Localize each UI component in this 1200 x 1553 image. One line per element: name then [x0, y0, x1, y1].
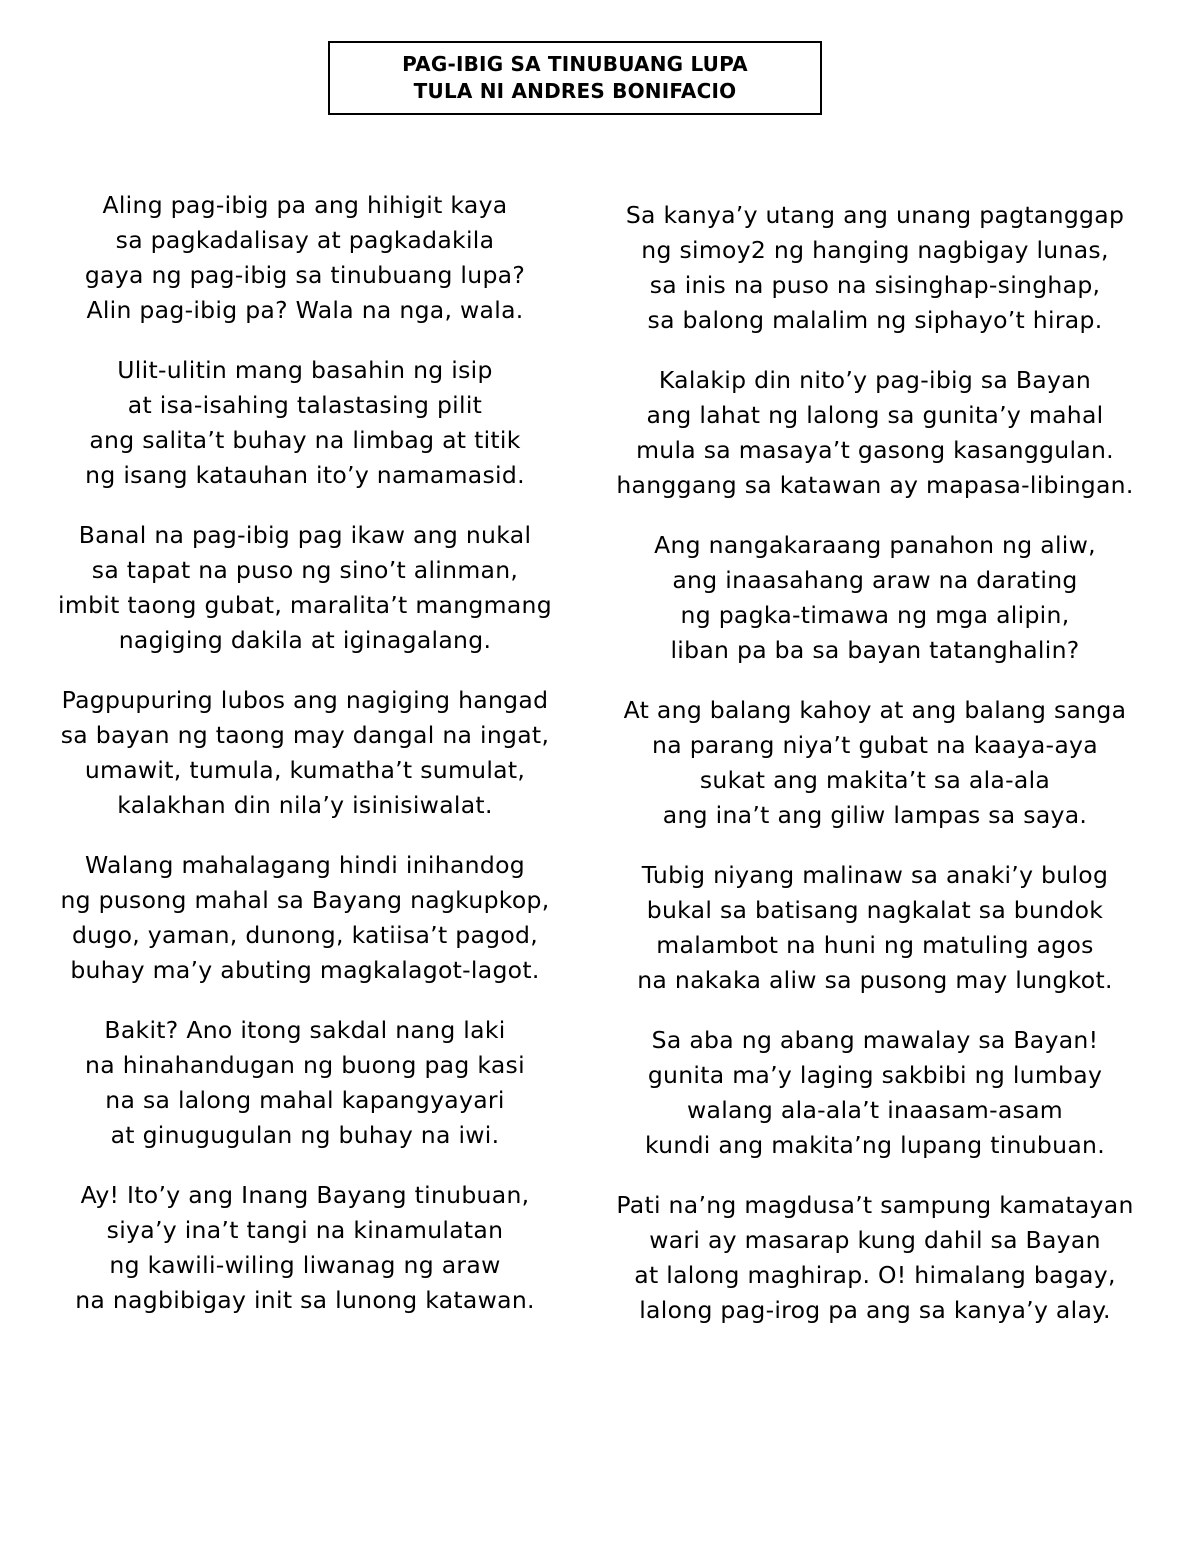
verse-line: gaya ng pag-ibig sa tinubuang lupa? — [84, 261, 526, 289]
verse-line: Tubig niyang malinaw sa anaki’y bulog — [641, 861, 1109, 889]
stanza — [35, 848, 575, 988]
title-box — [328, 41, 822, 115]
verse-line: ng isang katauhan ito’y namamasid. — [85, 461, 525, 489]
verse-line: Banal na pag-ibig pag ikaw ang nukal — [78, 521, 532, 549]
verse-line: na parang niya’t gubat na kaaya-aya — [652, 731, 1098, 759]
verse-line: at isa-isahing talastasing pilit — [127, 391, 483, 419]
verse-line: mula sa masaya’t gasong kasanggulan. — [636, 436, 1114, 464]
poem-title: PAG-IBIG SA TINUBUANG LUPA — [402, 52, 748, 76]
verse-line: na sa lalong mahal kapangyayari — [105, 1086, 505, 1114]
verse-line: Ang nangakaraang panahon ng aliw, — [654, 531, 1096, 559]
verse-line: ng pagka-timawa ng mga alipin, — [680, 601, 1070, 629]
verse-line: hanggang sa katawan ay mapasa-libingan. — [616, 471, 1134, 499]
stanza — [35, 188, 575, 328]
verse-line: Alin pag-ibig pa? Wala na nga, wala. — [86, 296, 524, 324]
verse-line: sa inis na puso na sisinghap-singhap, — [649, 271, 1101, 299]
verse-line: ang lahat ng lalong sa gunita’y mahal — [646, 401, 1104, 429]
verse-line: sukat ang makita’t sa ala-ala — [699, 766, 1051, 794]
verse-line: ang ina’t ang giliw lampas sa saya. — [662, 801, 1088, 829]
stanza — [605, 1023, 1145, 1163]
verse-line: ng kawili-wiling liwanag ng araw — [109, 1251, 501, 1279]
verse-line: Pati na’ng magdusa’t sampung kamatayan — [616, 1191, 1134, 1219]
verse-line: Ay! Ito’y ang Inang Bayang tinubuan, — [80, 1181, 530, 1209]
verse-line: at lalong maghirap. O! himalang bagay, — [634, 1261, 1116, 1289]
verse-line: sa balong malalim ng siphayo’t hirap. — [647, 306, 1103, 334]
verse-line: Bakit? Ano itong sakdal nang laki — [104, 1016, 506, 1044]
stanza — [605, 528, 1145, 668]
verse-line: walang ala-ala’t inaasam-asam — [686, 1096, 1063, 1124]
verse-line: wari ay masarap kung dahil sa Bayan — [649, 1226, 1101, 1254]
verse-line: na nagbibigay init sa lunong katawan. — [75, 1286, 535, 1314]
left-column — [35, 188, 575, 1343]
verse-line: Kalakip din nito’y pag-ibig sa Bayan — [658, 366, 1092, 394]
verse-line: lalong pag-irog pa ang sa kanya’y alay. — [639, 1296, 1111, 1324]
verse-line: dugo, yaman, dunong, katiisa’t pagod, — [71, 921, 539, 949]
stanza — [605, 363, 1145, 503]
verse-line: kalakhan din nila’y isinisiwalat. — [117, 791, 493, 819]
verse-line: ang salita’t buhay na limbag at titik — [89, 426, 521, 454]
verse-line: Aling pag-ibig pa ang hihigit kaya — [102, 191, 508, 219]
verse-line: Walang mahalagang hindi inihandog — [85, 851, 525, 879]
stanza — [605, 1188, 1145, 1328]
verse-line: ng simoy2 ng hanging nagbigay lunas, — [641, 236, 1109, 264]
verse-line: nagiging dakila at iginagalang. — [118, 626, 492, 654]
poem-author: TULA NI ANDRES BONIFACIO — [413, 79, 737, 103]
verse-line: At ang balang kahoy at ang balang sanga — [623, 696, 1127, 724]
stanza — [35, 1178, 575, 1318]
stanza — [35, 353, 575, 493]
verse-line: gunita ma’y laging sakbibi ng lumbay — [647, 1061, 1103, 1089]
stanza — [35, 518, 575, 658]
verse-line: Sa aba ng abang mawalay sa Bayan! — [651, 1026, 1099, 1054]
verse-line: at ginugugulan ng buhay na iwi. — [110, 1121, 500, 1149]
verse-line: buhay ma’y abuting magkalagot-lagot. — [70, 956, 540, 984]
verse-line: malambot na huni ng matuling agos — [656, 931, 1094, 959]
verse-line: bukal sa batisang nagkalat sa bundok — [646, 896, 1104, 924]
verse-line: Ulit-ulitin mang basahin ng isip — [117, 356, 493, 384]
verse-line: sa tapat na puso ng sino’t alinman, — [91, 556, 519, 584]
right-column — [605, 198, 1145, 1353]
stanza — [605, 858, 1145, 998]
verse-line: liban pa ba sa bayan tatanghalin? — [670, 636, 1080, 664]
verse-line: sa bayan ng taong may dangal na ingat, — [60, 721, 550, 749]
verse-line: Pagpupuring lubos ang nagiging hangad — [61, 686, 549, 714]
verse-line: na nakaka aliw sa pusong may lungkot. — [637, 966, 1113, 994]
verse-line: ng pusong mahal sa Bayang nagkupkop, — [60, 886, 550, 914]
stanza — [605, 198, 1145, 338]
verse-line: Sa kanya’y utang ang unang pagtanggap — [625, 201, 1125, 229]
verse-line: siya’y ina’t tangi na kinamulatan — [106, 1216, 504, 1244]
stanza — [605, 693, 1145, 833]
verse-line: sa pagkadalisay at pagkadakila — [115, 226, 495, 254]
stanza — [35, 683, 575, 823]
verse-line: na hinahandugan ng buong pag kasi — [85, 1051, 525, 1079]
verse-line: imbit taong gubat, maralita’t mangmang — [58, 591, 552, 619]
verse-line: kundi ang makita’ng lupang tinubuan. — [645, 1131, 1105, 1159]
verse-line: umawit, tumula, kumatha’t sumulat, — [84, 756, 526, 784]
verse-line: ang inaasahang araw na darating — [672, 566, 1078, 594]
stanza — [35, 1013, 575, 1153]
